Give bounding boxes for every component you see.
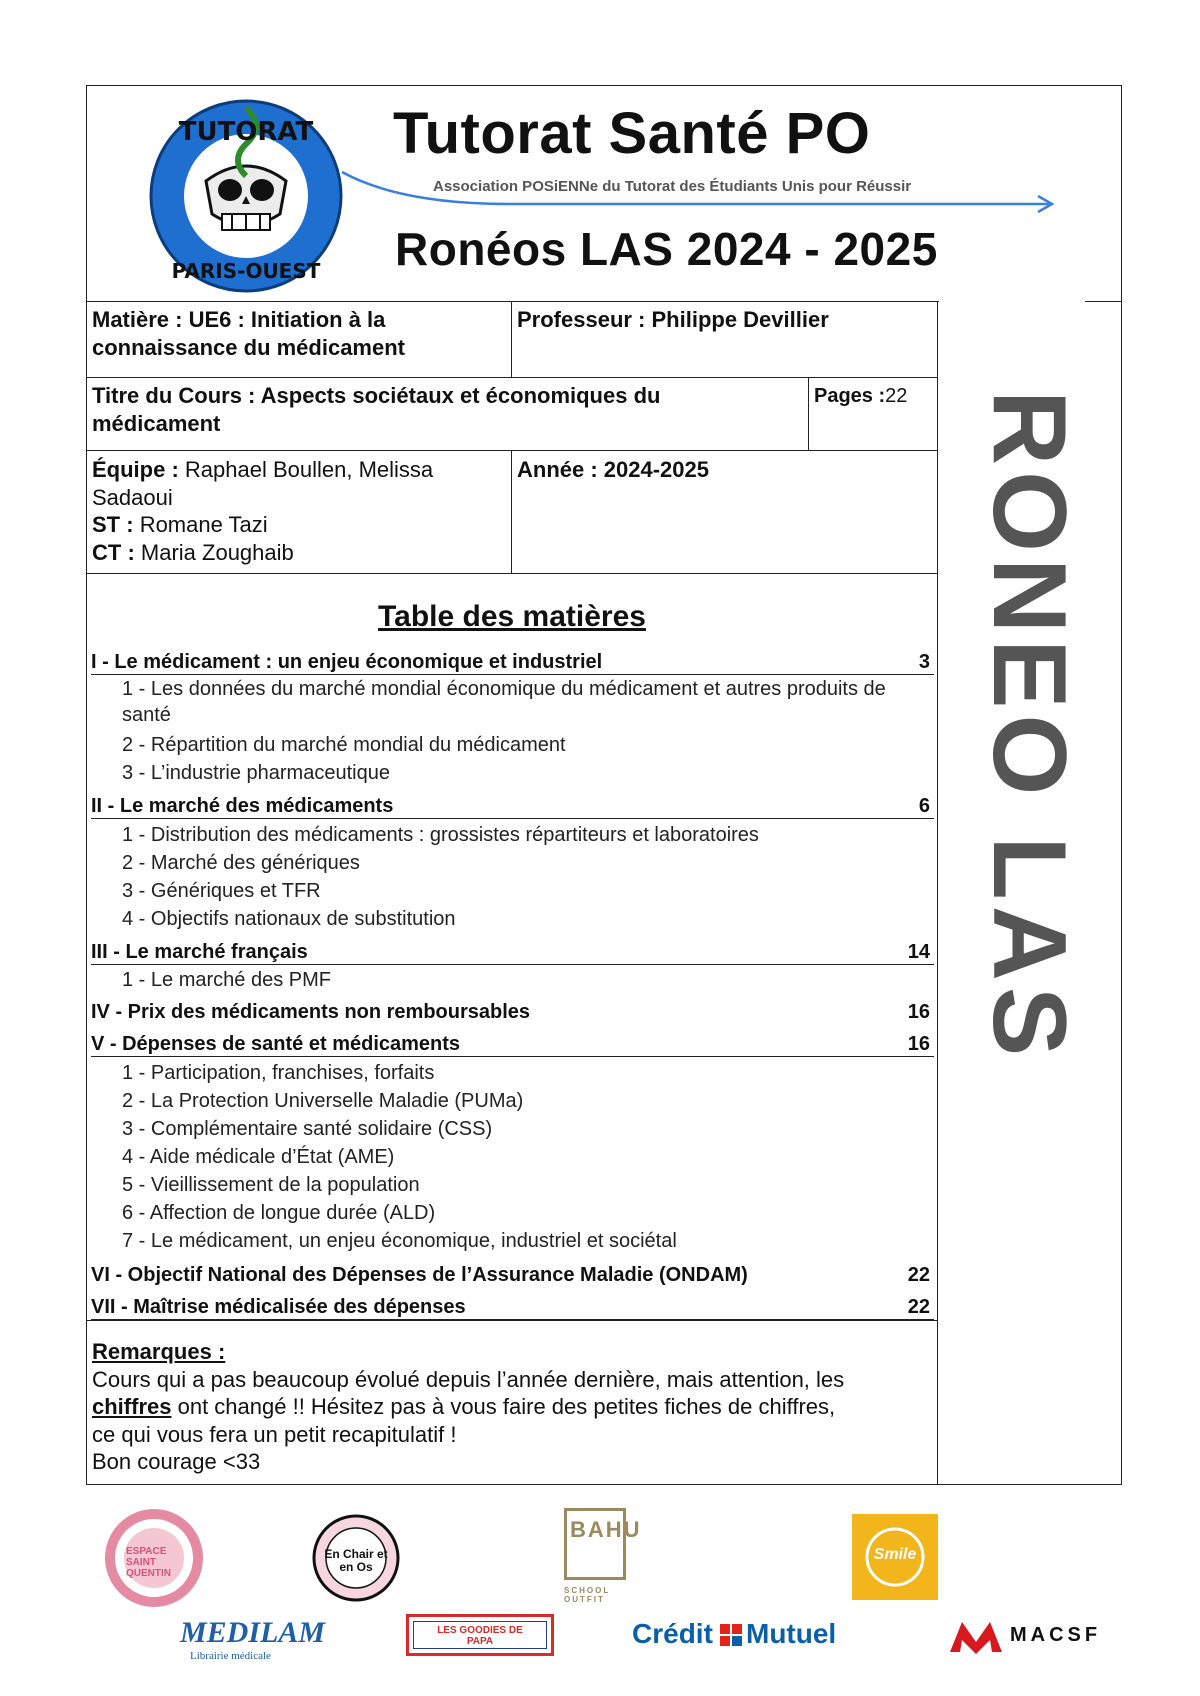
medilam-sub-text: Librairie médicale — [190, 1650, 271, 1662]
bahu-text: BAHU — [570, 1517, 642, 1542]
header-title: Tutorat Santé PO — [393, 101, 871, 166]
toc-subitem: 1 - Participation, franchises, forfaits — [122, 1062, 435, 1084]
titre-cell: Titre du Cours : Aspects sociétaux et économiques du médicament — [92, 383, 661, 436]
toc-section-label: VI - Objectif National des Dépenses de l’Assurance Maladie (ONDAM) — [91, 1264, 748, 1286]
table-line — [86, 1320, 938, 1321]
table-line — [808, 377, 809, 450]
equipe-cell — [92, 456, 502, 566]
toc-section-4 — [91, 1000, 934, 1024]
en-chair-text: En Chair et en Os — [324, 1547, 388, 1574]
medilam-logo — [180, 1616, 340, 1666]
toc-subitem: 3 - L’industrie pharmaceutique — [122, 762, 390, 784]
goodies-text: LES GOODIES DE PAPA — [437, 1625, 523, 1647]
toc-section-label: I - Le médicament : un enjeu économique et industriel — [91, 651, 603, 673]
professeur-cell: Professeur : Philippe Devillier — [517, 307, 829, 332]
toc-subitem: 2 - La Protection Universelle Maladie (PUMa) — [122, 1090, 524, 1112]
toc-section-3 — [91, 940, 934, 965]
toc-page-number: 3 — [918, 651, 930, 673]
bahu-logo — [562, 1508, 642, 1608]
smile-text: Smile — [873, 1546, 917, 1563]
logo-bottom-text: PARIS-OUEST — [171, 259, 321, 283]
toc-subitem: 1 - Distribution des médicaments : grossistes répartiteurs et laboratoires — [122, 824, 759, 846]
macsf-logo — [948, 1614, 1108, 1658]
toc-subitem: 6 - Affection de longue durée (ALD) — [122, 1202, 436, 1224]
toc-subitem: 3 - Complémentaire santé solidaire (CSS) — [122, 1118, 493, 1140]
annee-cell: Année : 2024-2025 — [517, 457, 709, 482]
espace-saint-quentin-logo — [104, 1508, 204, 1608]
toc-section-1 — [91, 650, 934, 675]
toc-section-label: III - Le marché français — [91, 941, 308, 963]
logo-top-text: TUTORAT — [178, 117, 314, 147]
header-subtitle: Association POSiENNe du Tutorat des Étudiants Unis pour Réussir — [433, 178, 912, 195]
toc-subitem: 5 - Vieillissement de la population — [122, 1174, 420, 1196]
remarks-line-1: Cours qui a pas beaucoup évolué depuis l’année dernière, mais attention, les — [92, 1366, 845, 1392]
bahu-sub-text: SCHOOL OUTFIT — [564, 1586, 611, 1604]
toc-subitem: 2 - Répartition du marché mondial du médicament — [122, 734, 566, 756]
toc-section-6 — [91, 1263, 934, 1287]
remarks-line-2: ont changé !! Hésitez pas à vous faire des petites fiches de chiffres, — [171, 1394, 836, 1419]
st-label: ST : — [92, 512, 134, 537]
toc-subitem: 2 - Marché des génériques — [122, 852, 360, 874]
credit-mutuel-icon — [718, 1622, 744, 1648]
toc-title: Table des matières — [378, 600, 646, 633]
toc-page-number: 6 — [918, 795, 930, 817]
table-line — [86, 450, 938, 451]
remarks-block — [92, 1338, 932, 1476]
toc-section-label: VII - Maîtrise médicalisée des dépenses — [91, 1296, 466, 1318]
en-chair-logo — [310, 1512, 402, 1604]
toc-subitem: 7 - Le médicament, un enjeu économique, industriel et sociétal — [122, 1230, 677, 1252]
toc-subitem: 1 - Les données du marché mondial économique du médicament et autres produits de santé — [122, 678, 886, 726]
toc-subitem: 3 - Génériques et TFR — [122, 880, 321, 902]
header-divider-right — [1085, 301, 1122, 302]
remarks-emphasis: chiffres — [92, 1394, 172, 1419]
medilam-text: MEDILAM — [180, 1616, 326, 1649]
pages-cell — [814, 382, 934, 410]
st-value: Romane Tazi — [139, 512, 268, 537]
toc-section-7 — [91, 1295, 934, 1320]
mutuel-text: Mutuel — [746, 1618, 837, 1649]
header-divider — [86, 301, 939, 302]
credit-mutuel-logo — [632, 1618, 842, 1658]
remarks-line-4: Bon courage <33 — [92, 1449, 261, 1474]
macsf-text: MACSF — [1010, 1624, 1102, 1646]
toc-page-number: 22 — [907, 1264, 930, 1286]
toc-subitem: 1 - Le marché des PMF — [122, 969, 331, 991]
toc-page-number: 16 — [907, 1033, 930, 1055]
goodies-logo — [406, 1614, 554, 1656]
tutorat-logo — [146, 96, 346, 296]
toc-section-2 — [91, 794, 934, 819]
toc-section-5 — [91, 1032, 934, 1057]
espace-logo-text: ESPACE SAINT QUENTIN — [126, 1546, 171, 1579]
table-line — [511, 450, 512, 573]
pages-value: 22 — [885, 385, 908, 407]
roneos-title: Ronéos LAS 2024 - 2025 — [395, 223, 938, 275]
ct-value: Maria Zoughaib — [140, 539, 294, 565]
table-right-border — [937, 301, 938, 1485]
macsf-icon — [948, 1618, 1004, 1654]
equipe-value: Raphael Boullen, Melissa Sadaoui — [92, 457, 434, 510]
toc-section-label: II - Le marché des médicaments — [91, 795, 394, 817]
smile-logo — [852, 1514, 938, 1600]
toc-subitem: 4 - Objectifs nationaux de substitution — [122, 908, 456, 930]
toc-page-number: 22 — [907, 1296, 930, 1318]
remarks-title: Remarques : — [92, 1339, 226, 1364]
ct-label: CT : — [92, 539, 135, 565]
side-label-text: RONEO LAS — [971, 390, 1087, 1063]
table-line — [86, 573, 938, 574]
table-line — [86, 377, 938, 378]
toc-page-number: 16 — [907, 1001, 930, 1023]
pages-label: Pages : — [814, 385, 886, 407]
toc-section-label: V - Dépenses de santé et médicaments — [91, 1033, 461, 1055]
toc-subitem: 4 - Aide médicale d’État (AME) — [122, 1146, 395, 1168]
subtitle-arrow — [340, 168, 1060, 218]
toc-page-number: 14 — [907, 941, 930, 963]
toc-section-label: IV - Prix des médicaments non remboursables — [91, 1001, 531, 1023]
remarks-line-3: ce qui vous fera un petit recapitulatif ! — [92, 1421, 457, 1447]
credit-text: Crédit — [632, 1618, 713, 1649]
table-line — [511, 301, 512, 377]
matiere-cell: Matière : UE6 : Initiation à la connaissance du médicament — [92, 307, 405, 360]
equipe-label: Équipe : — [92, 457, 179, 482]
